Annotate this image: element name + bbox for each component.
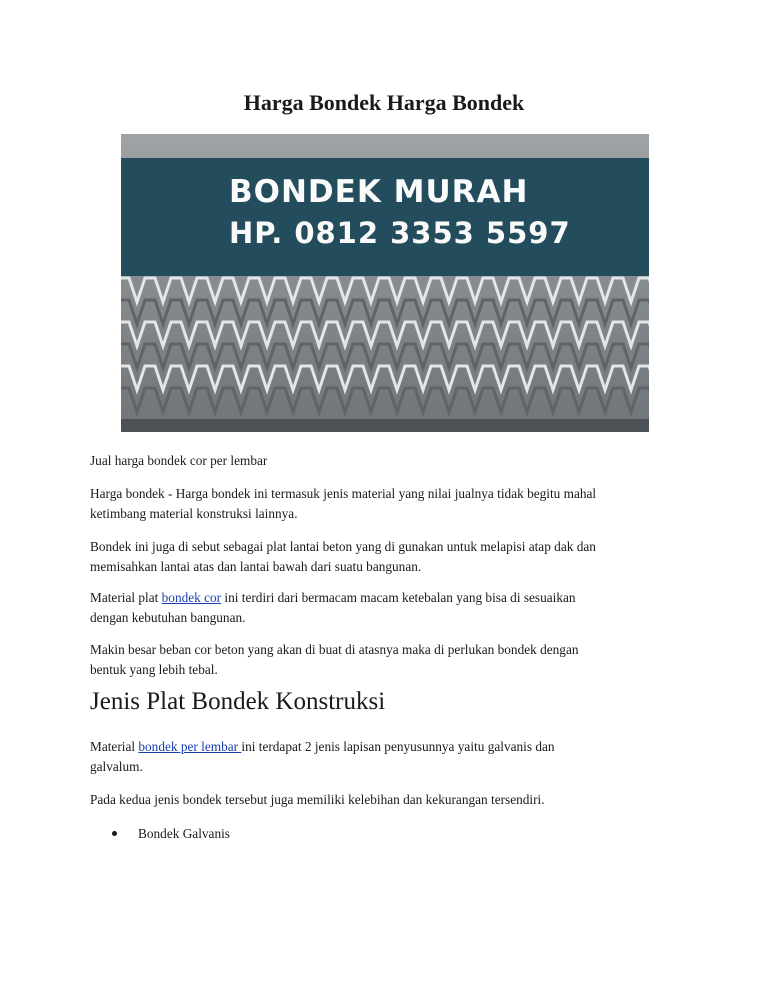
paragraph-fungsi [90, 537, 682, 577]
paragraph-kelebihan [90, 790, 682, 810]
paragraph-material [90, 588, 682, 628]
product-photo [121, 134, 649, 432]
banner-phone: HP. 0812 3353 5597 [229, 216, 571, 250]
bullet-icon [112, 831, 117, 836]
paragraph-harga [90, 484, 682, 524]
list-item-label: Bondek Galvanis [138, 826, 230, 841]
paragraph-line: Bondek ini juga di sebut sebagai plat lantai beton yang di gunakan untuk melapisi atap dak dan [90, 539, 596, 554]
banner-headline: BONDEK MURAH [229, 174, 529, 210]
paragraph-line: ketimbang material konstruksi lainnya. [90, 506, 298, 521]
paragraph-text: Material plat [90, 590, 162, 605]
paragraph-line: galvalum. [90, 759, 143, 774]
paragraph-line: dengan kebutuhan bangunan. [90, 610, 246, 625]
link-bondek-per-lembar[interactable]: bondek per lembar [138, 739, 242, 754]
paragraph-intro [90, 451, 682, 471]
list-item [112, 824, 230, 844]
paragraph-line: bentuk yang lebih tebal. [90, 662, 218, 677]
paragraph-jenis [90, 737, 682, 777]
section-heading: Jenis Plat Bondek Konstruksi [90, 688, 386, 715]
page-title: Harga Bondek Harga Bondek [243, 90, 525, 115]
paragraph-text: Pada kedua jenis bondek tersebut juga memiliki kelebihan dan kekurangan tersendiri. [90, 792, 545, 807]
paragraph-text: ini terdiri dari bermacam macam ketebalan yang bisa di sesuaikan [221, 590, 576, 605]
floor-shadow [121, 419, 649, 432]
paragraph-text: Material [90, 739, 139, 754]
paragraph-line: Makin besar beban cor beton yang akan di buat di atasnya maka di perlukan bondek dengan [90, 642, 579, 657]
paragraph-text: ini terdapat 2 jenis lapisan penyusunnya yaitu galvanis dan [241, 739, 555, 754]
paragraph-line: Harga bondek - Harga bondek ini termasuk jenis material yang nilai jualnya tidak begitu mahal [90, 486, 597, 501]
paragraph-line: memisahkan lantai atas dan lantai bawah dari suatu bangunan. [90, 559, 422, 574]
paragraph-text: Jual harga bondek cor per lembar [90, 453, 268, 468]
promo-banner [121, 158, 649, 276]
link-bondek-cor[interactable]: bondek cor [161, 590, 222, 605]
paragraph-beban [90, 640, 682, 680]
bullet-list [112, 824, 230, 844]
